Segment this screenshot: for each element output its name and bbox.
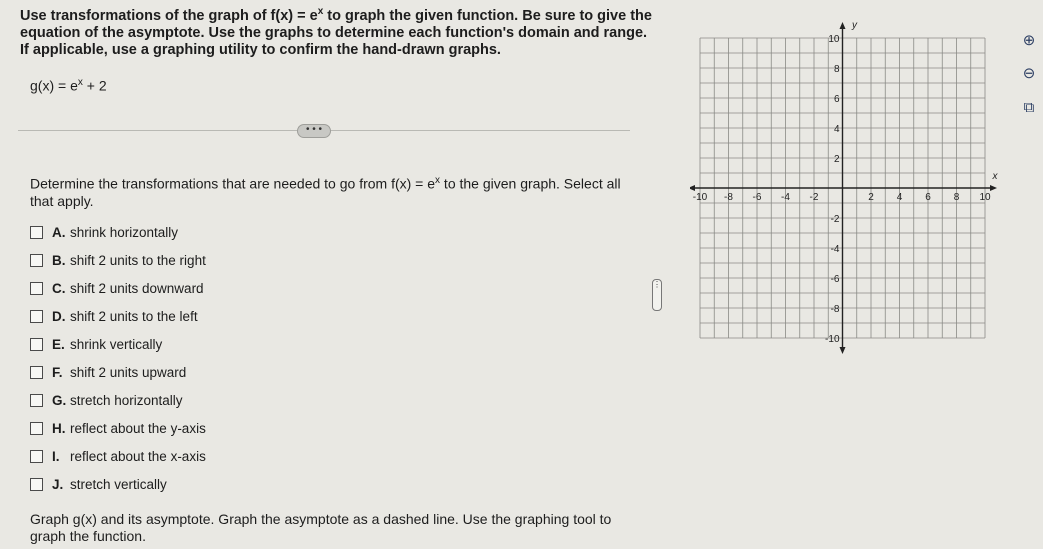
- option-label: shrink horizontally: [70, 224, 179, 240]
- option-e[interactable]: [30, 334, 330, 354]
- y-axis-arrow-down: [840, 347, 846, 354]
- option-f[interactable]: [30, 362, 330, 382]
- checkbox[interactable]: [30, 254, 43, 267]
- x-tick-label: -2: [809, 192, 819, 203]
- option-label: stretch horizontally: [70, 392, 183, 408]
- graph-instructions-line-1: Graph g(x) and its asymptote. Graph the asymptote as a dashed line. Use the graphing tool to: [30, 511, 612, 527]
- coordinate-graph[interactable]: [690, 20, 1010, 356]
- graph-instructions-line-2: graph the function.: [30, 528, 146, 544]
- option-g[interactable]: [30, 390, 330, 410]
- checkbox[interactable]: [30, 450, 43, 463]
- y-tick-label: -2: [830, 214, 840, 225]
- graph-tick-labels: [693, 20, 999, 345]
- problem-instructions: [20, 3, 660, 59]
- x-tick-label: -8: [724, 192, 733, 203]
- option-a[interactable]: [30, 222, 330, 242]
- option-label: shift 2 units to the right: [70, 252, 206, 268]
- option-label: reflect about the x-axis: [70, 448, 206, 464]
- option-label: shrink vertically: [70, 336, 163, 352]
- popout-icon[interactable]: ⧉: [1023, 99, 1035, 116]
- option-c[interactable]: [30, 278, 330, 298]
- y-tick-label: 8: [833, 64, 840, 75]
- option-letter: A.: [52, 224, 66, 240]
- given-function: $g(x) = e^x + 2$: [30, 77, 107, 94]
- x-tick-label: 10: [979, 192, 991, 203]
- option-j[interactable]: [30, 474, 330, 494]
- option-letter: F.: [52, 364, 63, 380]
- checkbox[interactable]: [30, 338, 43, 351]
- y-tick-label: 4: [833, 124, 840, 135]
- instructions-line-2: equation of the asymptote. Use the graphs to determine each function's domain and range.: [20, 24, 648, 41]
- zoom-in-icon[interactable]: ⊕: [1022, 32, 1036, 49]
- option-letter: B.: [52, 252, 66, 268]
- question-line-1: Determine the transformations that are needed to go from $f(x) = e^x$ to the given graph. Select all: [30, 175, 621, 192]
- option-label: reflect about the y-axis: [70, 420, 206, 436]
- option-letter: J.: [52, 476, 64, 492]
- checkbox[interactable]: [30, 478, 43, 491]
- option-label: shift 2 units upward: [70, 364, 187, 380]
- checkbox[interactable]: [30, 422, 43, 435]
- y-tick-label: -10: [825, 334, 840, 345]
- option-i[interactable]: [30, 446, 330, 466]
- y-tick-label: 2: [833, 154, 840, 165]
- zoom-out-icon[interactable]: ⊖: [1022, 65, 1036, 82]
- option-d[interactable]: [30, 306, 330, 326]
- question-prompt: [30, 172, 630, 210]
- checkbox[interactable]: [30, 226, 43, 239]
- y-tick-label: 10: [828, 34, 840, 45]
- option-letter: E.: [52, 336, 65, 352]
- graph-axes: [690, 22, 997, 354]
- checkbox[interactable]: [30, 282, 43, 295]
- panel-resize-handle[interactable]: ⋮: [652, 279, 662, 311]
- y-axis-label: y: [852, 20, 857, 31]
- option-letter: C.: [52, 280, 66, 296]
- option-letter: G.: [52, 392, 67, 408]
- instructions-line-3: If applicable, use a graphing utility to confirm the hand-drawn graphs.: [20, 41, 501, 58]
- checkbox[interactable]: [30, 310, 43, 323]
- x-axis-arrow-right: [990, 185, 997, 191]
- option-label: stretch vertically: [70, 476, 167, 492]
- x-axis-arrow-left: [690, 185, 695, 191]
- expand-more-button[interactable]: • • •: [297, 124, 331, 138]
- option-label: shift 2 units downward: [70, 280, 204, 296]
- instructions-line-1: Use transformations of the graph of $f(x) = e^x$ to graph the given function. Be sure to give the: [20, 6, 652, 24]
- x-tick-label: -6: [752, 192, 762, 203]
- y-tick-label: -4: [830, 244, 840, 255]
- y-tick-label: -8: [830, 304, 840, 315]
- x-tick-label: 2: [868, 192, 874, 203]
- graph-instructions: [30, 511, 630, 545]
- option-letter: H.: [52, 420, 66, 436]
- option-letter: D.: [52, 308, 66, 324]
- question-line-2: that apply.: [30, 192, 94, 209]
- y-tick-label: -6: [830, 274, 840, 285]
- x-tick-label: 4: [896, 192, 903, 203]
- y-axis-arrow-up: [840, 22, 846, 29]
- checkbox[interactable]: [30, 366, 43, 379]
- x-tick-label: 6: [925, 192, 931, 203]
- option-label: shift 2 units to the left: [70, 308, 198, 324]
- option-b[interactable]: [30, 250, 330, 270]
- x-axis-label: x: [992, 171, 998, 182]
- option-letter: I.: [52, 448, 60, 464]
- option-h[interactable]: [30, 418, 330, 438]
- x-tick-label: 8: [953, 192, 960, 203]
- x-tick-label: -4: [781, 192, 790, 203]
- checkbox[interactable]: [30, 394, 43, 407]
- x-tick-label: -10: [692, 192, 708, 203]
- y-tick-label: 6: [833, 94, 840, 105]
